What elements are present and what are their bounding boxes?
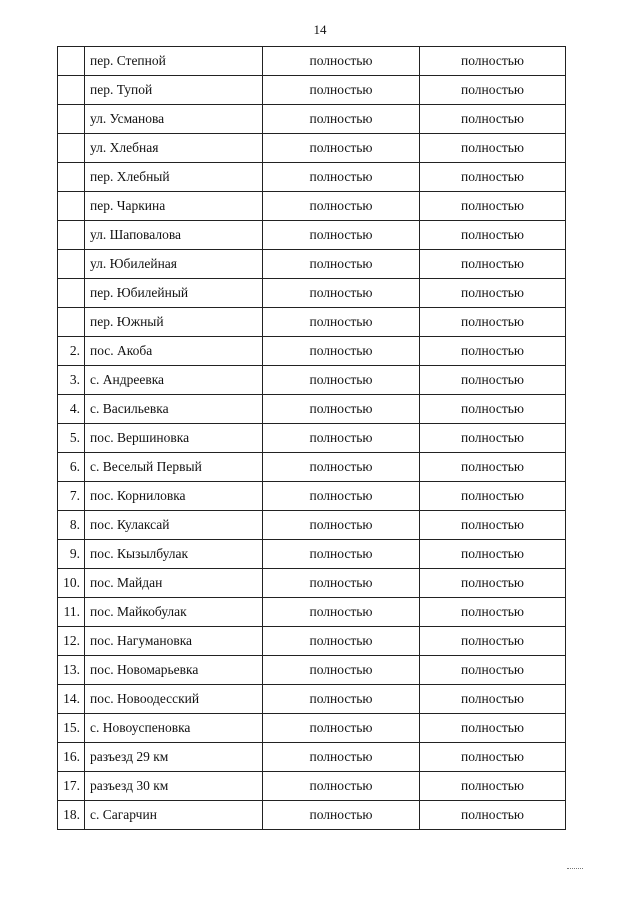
row-number: 6. (58, 453, 85, 482)
locality-name: с. Васильевка (85, 395, 263, 424)
street-name: пер. Тупой (85, 76, 263, 105)
coverage-a: полностью (263, 221, 420, 250)
coverage-a: полностью (263, 453, 420, 482)
row-number: 15. (58, 714, 85, 743)
coverage-a: полностью (263, 250, 420, 279)
coverage-a: полностью (263, 76, 420, 105)
coverage-b: полностью (420, 366, 566, 395)
coverage-a: полностью (263, 627, 420, 656)
table-row (58, 598, 566, 627)
table-row (58, 714, 566, 743)
scan-artifact (567, 868, 583, 871)
locality-name: пос. Кызылбулак (85, 540, 263, 569)
street-name: пер. Степной (85, 47, 263, 76)
row-number (58, 105, 85, 134)
row-number (58, 76, 85, 105)
row-number (58, 279, 85, 308)
table-row (58, 540, 566, 569)
locality-name: пос. Кулаксай (85, 511, 263, 540)
table-row (58, 743, 566, 772)
coverage-a: полностью (263, 366, 420, 395)
table-row (58, 250, 566, 279)
coverage-a: полностью (263, 656, 420, 685)
coverage-b: полностью (420, 453, 566, 482)
row-number: 11. (58, 598, 85, 627)
locality-name: разъезд 30 км (85, 772, 263, 801)
locality-name: пос. Майкобулак (85, 598, 263, 627)
row-number: 8. (58, 511, 85, 540)
table-row (58, 656, 566, 685)
coverage-a: полностью (263, 163, 420, 192)
street-name: пер. Юбилейный (85, 279, 263, 308)
coverage-a: полностью (263, 337, 420, 366)
coverage-a: полностью (263, 395, 420, 424)
row-number (58, 47, 85, 76)
coverage-a: полностью (263, 569, 420, 598)
table-row (58, 569, 566, 598)
locality-name: с. Новоуспеновка (85, 714, 263, 743)
locality-name: пос. Нагумановка (85, 627, 263, 656)
coverage-a: полностью (263, 424, 420, 453)
coverage-b: полностью (420, 250, 566, 279)
street-name: пер. Хлебный (85, 163, 263, 192)
addresses-table (57, 46, 566, 830)
coverage-b: полностью (420, 714, 566, 743)
coverage-a: полностью (263, 134, 420, 163)
coverage-a: полностью (263, 192, 420, 221)
locality-name: с. Веселый Первый (85, 453, 263, 482)
street-name: ул. Юбилейная (85, 250, 263, 279)
coverage-a: полностью (263, 598, 420, 627)
coverage-b: полностью (420, 47, 566, 76)
coverage-b: полностью (420, 192, 566, 221)
street-name: ул. Усманова (85, 105, 263, 134)
street-name: пер. Южный (85, 308, 263, 337)
coverage-b: полностью (420, 569, 566, 598)
table-row (58, 772, 566, 801)
table-row (58, 308, 566, 337)
coverage-a: полностью (263, 511, 420, 540)
coverage-b: полностью (420, 772, 566, 801)
coverage-b: полностью (420, 801, 566, 830)
row-number: 5. (58, 424, 85, 453)
coverage-b: полностью (420, 540, 566, 569)
row-number: 9. (58, 540, 85, 569)
coverage-a: полностью (263, 482, 420, 511)
coverage-b: полностью (420, 76, 566, 105)
coverage-a: полностью (263, 714, 420, 743)
table-row (58, 279, 566, 308)
table-row (58, 163, 566, 192)
locality-name: пос. Акоба (85, 337, 263, 366)
table-row (58, 366, 566, 395)
coverage-b: полностью (420, 482, 566, 511)
table-row (58, 105, 566, 134)
locality-name: пос. Новоодесский (85, 685, 263, 714)
locality-name: пос. Новомарьевка (85, 656, 263, 685)
coverage-a: полностью (263, 308, 420, 337)
row-number: 14. (58, 685, 85, 714)
locality-name: пос. Корниловка (85, 482, 263, 511)
locality-name: пос. Вершиновка (85, 424, 263, 453)
row-number: 13. (58, 656, 85, 685)
table-row (58, 134, 566, 163)
coverage-b: полностью (420, 279, 566, 308)
row-number: 2. (58, 337, 85, 366)
coverage-a: полностью (263, 772, 420, 801)
row-number: 18. (58, 801, 85, 830)
locality-name: с. Андреевка (85, 366, 263, 395)
table-row (58, 424, 566, 453)
coverage-b: полностью (420, 308, 566, 337)
coverage-a: полностью (263, 279, 420, 308)
table-row (58, 337, 566, 366)
row-number (58, 308, 85, 337)
table-row (58, 192, 566, 221)
row-number (58, 163, 85, 192)
coverage-b: полностью (420, 163, 566, 192)
page-number: 14 (313, 22, 327, 37)
table-row (58, 47, 566, 76)
coverage-b: полностью (420, 221, 566, 250)
street-name: ул. Шаповалова (85, 221, 263, 250)
table-row (58, 685, 566, 714)
street-name: ул. Хлебная (85, 134, 263, 163)
row-number: 16. (58, 743, 85, 772)
row-number: 7. (58, 482, 85, 511)
locality-name: с. Сагарчин (85, 801, 263, 830)
table-body (58, 47, 566, 830)
coverage-b: полностью (420, 424, 566, 453)
coverage-b: полностью (420, 627, 566, 656)
street-name: пер. Чаркина (85, 192, 263, 221)
coverage-b: полностью (420, 743, 566, 772)
table-row (58, 453, 566, 482)
row-number: 17. (58, 772, 85, 801)
coverage-b: полностью (420, 511, 566, 540)
row-number (58, 250, 85, 279)
table-row (58, 482, 566, 511)
coverage-b: полностью (420, 395, 566, 424)
coverage-a: полностью (263, 540, 420, 569)
table-row (58, 801, 566, 830)
coverage-a: полностью (263, 685, 420, 714)
row-number: 3. (58, 366, 85, 395)
coverage-b: полностью (420, 598, 566, 627)
coverage-a: полностью (263, 743, 420, 772)
coverage-a: полностью (263, 801, 420, 830)
coverage-b: полностью (420, 134, 566, 163)
coverage-b: полностью (420, 337, 566, 366)
row-number (58, 192, 85, 221)
row-number: 4. (58, 395, 85, 424)
coverage-b: полностью (420, 656, 566, 685)
row-number (58, 134, 85, 163)
coverage-a: полностью (263, 47, 420, 76)
locality-name: пос. Майдан (85, 569, 263, 598)
row-number: 10. (58, 569, 85, 598)
coverage-b: полностью (420, 105, 566, 134)
table-row (58, 511, 566, 540)
coverage-b: полностью (420, 685, 566, 714)
row-number (58, 221, 85, 250)
locality-name: разъезд 29 км (85, 743, 263, 772)
table-row (58, 627, 566, 656)
row-number: 12. (58, 627, 85, 656)
table-row (58, 395, 566, 424)
table-row (58, 221, 566, 250)
table-row (58, 76, 566, 105)
coverage-a: полностью (263, 105, 420, 134)
